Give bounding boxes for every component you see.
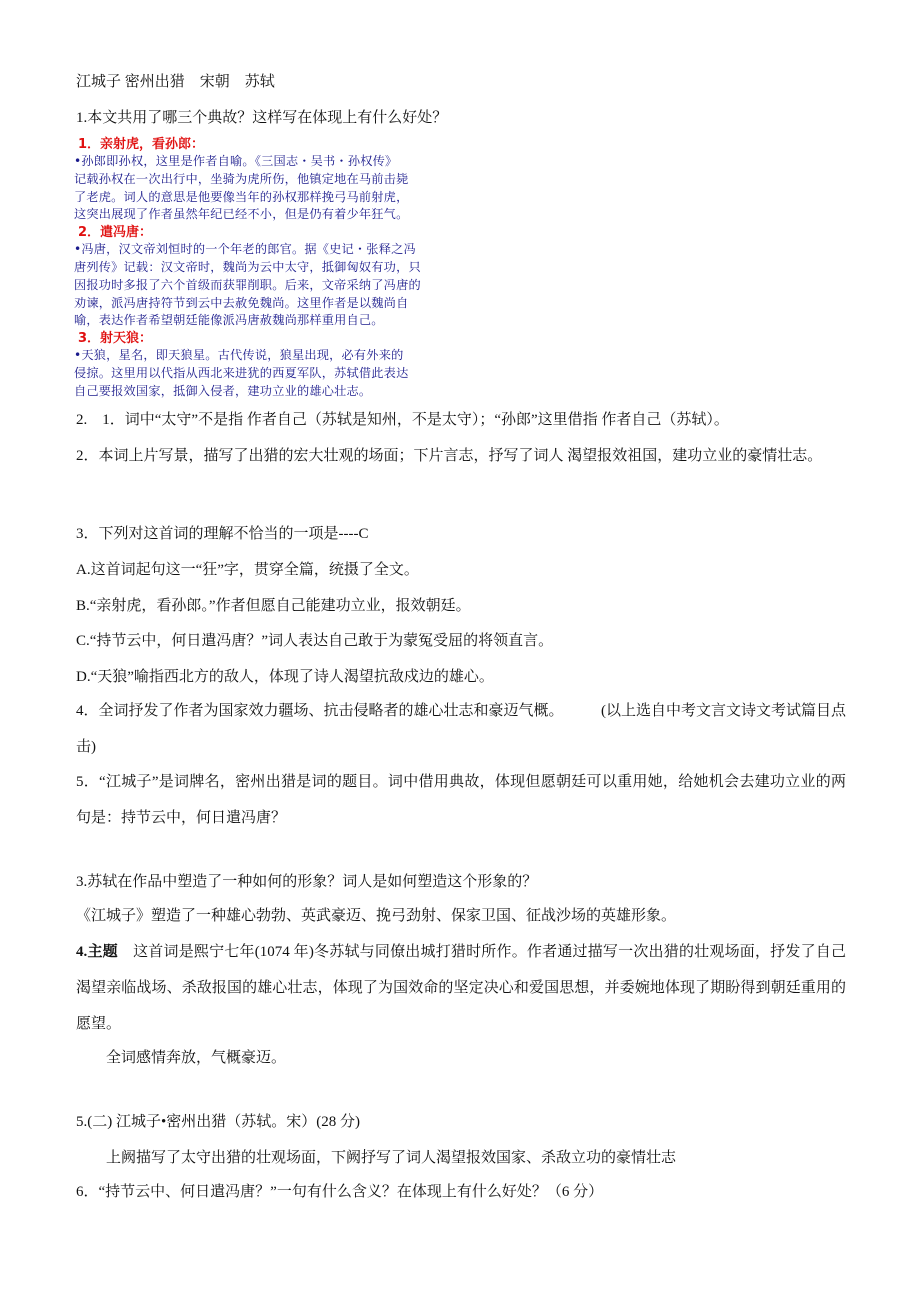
- allusion-line: 了老虎。词人的意思是他要像当年的孙权那样挽弓马前射虎，: [74, 189, 409, 204]
- theme-summary: 全词感情奔放，气概豪迈。: [106, 1050, 287, 1066]
- allusion-heading: 1．亲射虎，看孙郎：: [78, 137, 205, 152]
- question-3: 3．下列对这首词的理解不恰当的一项是----C: [76, 526, 369, 542]
- allusion-line: 这突出展现了作者虽然年纪已经不小，但是仍有着少年狂气。: [74, 207, 409, 222]
- answer-2-2: 2．本词上片写景，描写了出猎的宏大壮观的场面；下片言志，抒写了词人 渴望报效祖国，建功立业的豪情壮志。: [76, 448, 823, 464]
- option-d: D.“天狼”喻指西北方的敌人，体现了诗人渴望抗敌戍边的雄心。: [76, 669, 494, 685]
- allusion-line: 喻，表达作者希望朝廷能像派冯唐赦魏尚那样重用自己。: [74, 313, 384, 328]
- question-6: 6．“持节云中、何日遣冯唐？”一句有什么含义？在体现上有什么好处？（6 分）: [76, 1184, 604, 1200]
- theme-paragraph: [76, 934, 846, 1042]
- allusion-line: 自己要报效国家，抵御入侵者，建功立业的雄心壮志。: [74, 383, 372, 398]
- option-c: C.“持节云中，何日遣冯唐？”词人表达自己敢于为蒙冤受屈的将领直言。: [76, 633, 554, 649]
- section-5-text: 上阙描写了太守出猎的壮观场面，下阙抒写了词人渴望报效国家、杀敌立功的豪情壮志: [106, 1150, 677, 1166]
- answer-2-1: 2. 1．词中“太守”不是指 作者自己（苏轼是知州，不是太守）；“孙郎”这里借指 作者自己（苏轼）。: [76, 412, 729, 428]
- allusion-line: 记载孙权在一次出行中，坐骑为虎所伤，他镇定地在马前击毙: [74, 171, 409, 186]
- allusion-line: 侵掠。这里用以代指从西北来进犹的西夏军队，苏轼借此表达: [74, 365, 409, 380]
- question-3-image-answer: 《江城子》塑造了一种雄心勃勃、英武豪迈、挽弓劲射、保家卫国、征战沙场的英雄形象。: [76, 908, 677, 924]
- allusion-line: 劝谏，派冯唐持符节到云中去赦免魏尚。这里作者是以魏尚自: [74, 295, 409, 310]
- answer-5: 5．“江城子”是词牌名，密州出猎是词的题目。词中借用典故，体现但愿朝廷可以重用她，给她机会去建功立业的两句是：持节云中，何日遣冯唐？: [76, 774, 846, 826]
- answer-4: 4．全词抒发了作者为国家效力疆场、抗击侵略者的雄心壮志和豪迈气概。 (以上选自中考文言文诗文考试篇目点击): [76, 703, 847, 755]
- allusion-line: 因报功时多报了六个首级而获罪削职。后来，文帝采纳了冯唐的: [74, 277, 421, 292]
- question-3-image-prompt: 3.苏轼在作品中塑造了一种如何的形象？词人是如何塑造这个形象的？: [76, 874, 538, 890]
- allusion-heading: 3．射天狼：: [78, 331, 153, 347]
- embedded-annotation-image: [74, 136, 506, 398]
- option-b: B.“亲射虎，看孙郎。”作者但愿自己能建功立业，报效朝廷。: [76, 598, 471, 614]
- allusion-line: •孙郎即孙权，这里是作者自喻。《三国志・吴书・孙权传》: [74, 154, 398, 168]
- document-title: 江城子 密州出猎 宋朝 苏轼: [76, 74, 275, 90]
- theme-label: 4.主题: [76, 944, 118, 960]
- allusion-section-3: [74, 330, 506, 399]
- section-5-title: 5.(二) 江城子•密州出猎（苏轼。宋）(28 分): [76, 1114, 360, 1130]
- allusion-line: •天狼，星名，即天狼星。古代传说，狼星出现，必有外来的: [74, 348, 404, 363]
- option-a: A.这首词起句这一“狂”字，贯穿全篇，统摄了全文。: [76, 562, 419, 578]
- allusion-section-1: [74, 136, 506, 223]
- allusion-section-2: [74, 224, 506, 329]
- allusion-line: 唐列传》记载：汉文帝时，魏尚为云中太守，抵御匈奴有功，只: [74, 259, 421, 274]
- allusion-heading: 2．遣冯唐：: [78, 225, 153, 241]
- theme-text: 这首词是熙宁七年(1074 年)冬苏轼与同僚出城打猎时所作。作者通过描写一次出猎的壮观场面，抒发了自己渴望亲临战场、杀敌报国的雄心壮志，体现了为国效命的坚定决心和爱国思想，并委婉地体现了期盼得到朝廷重用的愿望。: [76, 944, 846, 1032]
- allusion-line: •冯唐，汉文帝刘恒时的一个年老的郎官。据《史记・张释之冯: [74, 242, 416, 257]
- question-1-prompt: 1.本文共用了哪三个典故？这样写在体现上有什么好处？: [76, 110, 448, 126]
